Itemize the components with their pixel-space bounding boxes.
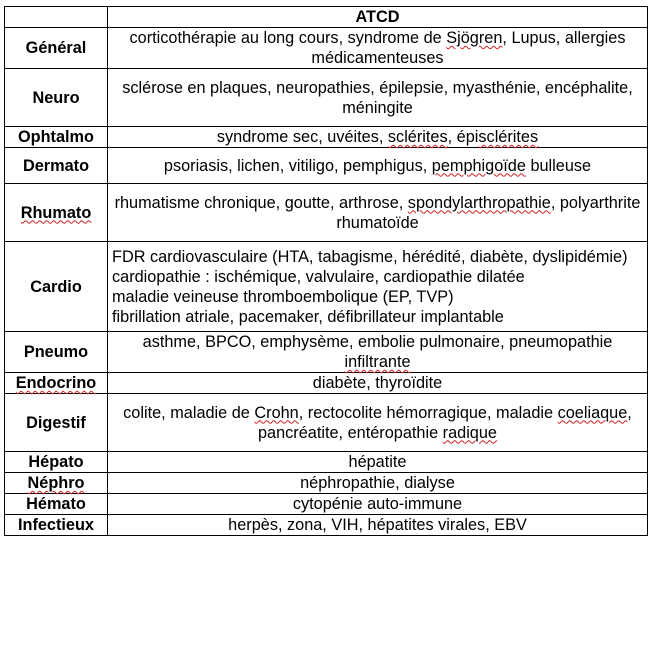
- spellcheck-flag: Rhumato: [20, 203, 92, 222]
- spellcheck-flag: sclérites: [478, 128, 539, 146]
- spellcheck-flag: pemphigoïde: [431, 156, 526, 175]
- table-body: [5, 28, 648, 536]
- row-content: [108, 127, 648, 148]
- content-line: cardiopathie : ischémique, valvulaire, cardiopathie dilatée: [112, 267, 525, 286]
- atcd-table: [4, 6, 648, 536]
- row-content: [108, 473, 648, 494]
- row-content: [108, 28, 648, 69]
- row-content: [108, 242, 648, 332]
- content-line: syndrome sec, uvéites, sclérites, épisclérites: [216, 128, 539, 146]
- row-label: [5, 473, 108, 494]
- row-label: Dermato: [5, 148, 108, 184]
- row-label: Hépato: [5, 452, 108, 473]
- row-label: Hémato: [5, 494, 108, 515]
- content-line: diabète, thyroïdite: [312, 374, 443, 392]
- table-row: [5, 515, 648, 536]
- row-label: Pneumo: [5, 332, 108, 373]
- spellcheck-flag: Crohn: [254, 403, 299, 422]
- table-row: [5, 184, 648, 242]
- table-header-row: [5, 7, 648, 28]
- content-line: néphropathie, dialyse: [300, 474, 455, 492]
- table-row: [5, 452, 648, 473]
- content-line: cytopénie auto-immune: [292, 495, 463, 513]
- table-row: [5, 494, 648, 515]
- table-row: [5, 242, 648, 332]
- row-label: [5, 184, 108, 242]
- content-line: herpès, zona, VIH, hépatites virales, EBV: [228, 516, 527, 534]
- content-line: asthme, BPCO, emphysème, embolie pulmonaire, pneumopathie infiltrante: [142, 333, 613, 371]
- content-line: maladie veineuse thromboembolique (EP, TVP): [112, 287, 454, 306]
- row-content: [108, 332, 648, 373]
- spellcheck-flag: coeliaque: [557, 403, 628, 422]
- spellcheck-flag: Sjögren: [446, 29, 503, 47]
- row-content: [108, 373, 648, 394]
- table-row: [5, 373, 648, 394]
- table-row: [5, 394, 648, 452]
- row-label: Infectieux: [5, 515, 108, 536]
- row-content: [108, 184, 648, 242]
- row-label: Général: [5, 28, 108, 69]
- content-line: corticothérapie au long cours, syndrome de Sjögren, Lupus, allergies médicamenteuses: [129, 29, 626, 67]
- spellcheck-flag: Néphro: [27, 474, 85, 492]
- row-content: [108, 148, 648, 184]
- content-line: FDR cardiovasculaire (HTA, tabagisme, hérédité, diabète, dyslipidémie): [112, 247, 628, 266]
- table-row: [5, 28, 648, 69]
- row-label: Digestif: [5, 394, 108, 452]
- atcd-header: ATCD: [108, 7, 648, 28]
- content-line: psoriasis, lichen, vitiligo, pemphigus, pemphigoïde bulleuse: [163, 156, 592, 175]
- table-row: [5, 127, 648, 148]
- content-line: rhumatisme chronique, goutte, arthrose, spondylarthropathie, polyarthrite rhumatoïde: [114, 193, 641, 232]
- row-content: [108, 452, 648, 473]
- row-content: [108, 69, 648, 127]
- row-label: [5, 373, 108, 394]
- row-label: Neuro: [5, 69, 108, 127]
- spellcheck-flag: radique: [442, 423, 497, 442]
- table-row: [5, 332, 648, 373]
- spellcheck-flag: spondylarthropathie: [407, 193, 551, 212]
- table-row: [5, 148, 648, 184]
- content-line: sclérose en plaques, neuropathies, épilepsie, myasthénie, encéphalite, méningite: [122, 78, 633, 117]
- content-line: hépatite: [348, 453, 407, 471]
- row-content: [108, 515, 648, 536]
- spellcheck-flag: sclérites: [387, 128, 448, 146]
- table-row: [5, 473, 648, 494]
- row-label: Cardio: [5, 242, 108, 332]
- row-content: [108, 394, 648, 452]
- table-row: [5, 69, 648, 127]
- content-line: colite, maladie de Crohn, rectocolite hémorragique, maladie coeliaque, pancréatite, entéropathie radique: [123, 403, 632, 442]
- content-line: fibrillation atriale, pacemaker, défibrillateur implantable: [112, 307, 504, 326]
- spellcheck-flag: Endocrino: [15, 374, 97, 392]
- empty-header-cell: [5, 7, 108, 28]
- spellcheck-flag: infiltrante: [344, 353, 411, 371]
- row-content: [108, 494, 648, 515]
- row-label: Ophtalmo: [5, 127, 108, 148]
